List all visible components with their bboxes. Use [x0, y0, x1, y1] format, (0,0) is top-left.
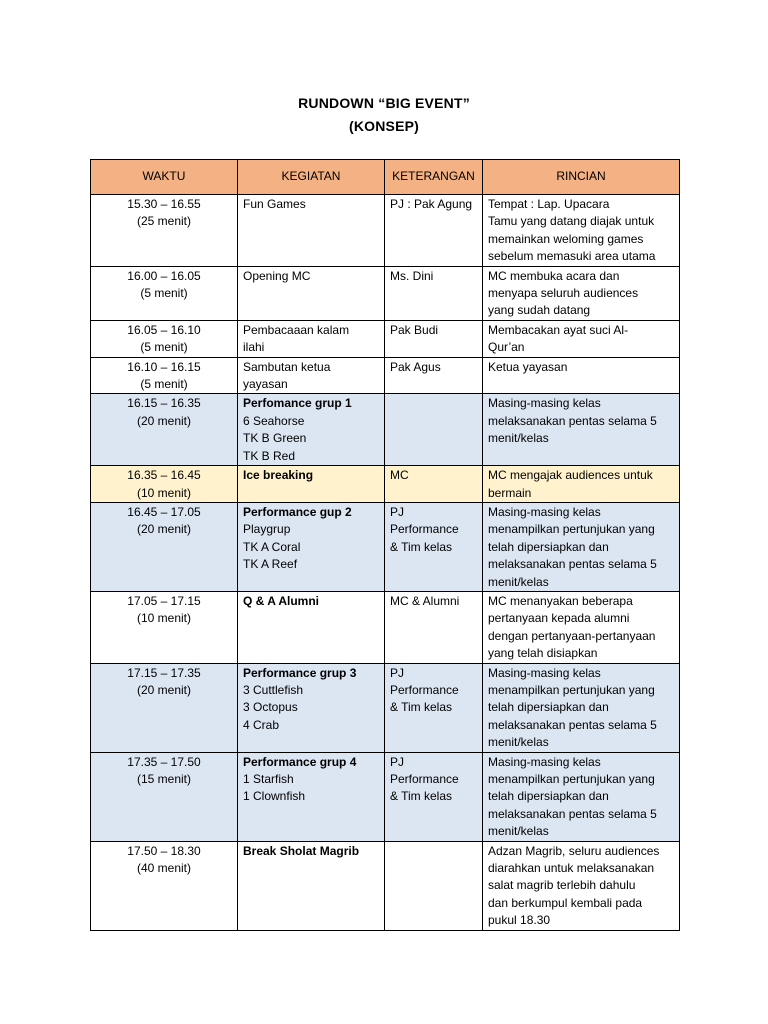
rincian-text: menit/kelas: [488, 824, 549, 839]
cell-waktu: [91, 195, 238, 267]
waktu-duration: (20 menit): [136, 413, 192, 428]
waktu-duration: (20 menit): [136, 522, 192, 537]
kegiatan-text: Break Sholat Magrib: [243, 843, 360, 858]
rincian-text: yang sudah datang: [488, 303, 591, 318]
waktu-duration: (40 menit): [136, 861, 192, 876]
cell-rincian: [483, 752, 680, 841]
title-line-2: (KONSEP): [348, 118, 420, 134]
cell-kegiatan: [238, 266, 385, 320]
cell-waktu: [91, 663, 238, 752]
table-row: [91, 752, 680, 841]
kegiatan-text: 1 Starfish: [243, 772, 294, 786]
waktu-duration: (15 menit): [136, 772, 192, 786]
cell-keterangan: [385, 466, 483, 503]
waktu-range: 16.15 – 16.35: [127, 396, 201, 411]
cell-kegiatan: [238, 195, 385, 267]
keterangan-text: Performance: [390, 522, 459, 537]
cell-keterangan: [385, 502, 483, 591]
waktu-duration: (5 menit): [140, 377, 188, 392]
kegiatan-text: 3 Octopus: [243, 700, 298, 715]
kegiatan-text: Fun Games: [243, 197, 306, 211]
waktu-range: 16.45 – 17.05: [127, 504, 201, 519]
cell-rincian: [483, 502, 680, 591]
cell-waktu: [91, 466, 238, 503]
cell-waktu: [91, 841, 238, 930]
keterangan-text: Performance: [390, 682, 459, 697]
cell-kegiatan: [238, 591, 385, 663]
table-row: [91, 320, 680, 357]
rincian-text: menyapa seluruh audiences: [488, 286, 639, 301]
kegiatan-text: TK A Reef: [243, 557, 298, 572]
cell-kegiatan: [238, 502, 385, 591]
cell-kegiatan: [238, 663, 385, 752]
rincian-text: Masing-masing kelas: [488, 754, 601, 769]
cell-waktu: [91, 394, 238, 466]
kegiatan-text: 4 Crab: [243, 717, 280, 732]
keterangan-text: PJ : Pak Agung: [390, 197, 473, 211]
kegiatan-text: TK A Coral: [243, 539, 301, 554]
cell-waktu: [91, 502, 238, 591]
cell-keterangan: [385, 357, 483, 394]
rincian-text: MC menanyakan beberapa: [488, 593, 633, 608]
cell-waktu: [91, 320, 238, 357]
waktu-duration: (10 menit): [136, 611, 192, 626]
waktu-duration: (25 menit): [136, 214, 192, 229]
waktu-duration: (5 menit): [140, 340, 188, 355]
rincian-text: Qur’an: [488, 340, 525, 355]
waktu-range: 17.05 – 17.15: [127, 593, 201, 608]
keterangan-text: Ms. Dini: [390, 268, 434, 283]
rincian-text: dan berkumpul kembali pada: [488, 895, 643, 910]
rincian-text: melaksanakan pentas selama 5: [488, 717, 657, 732]
table-header-row: [91, 160, 680, 195]
waktu-range: 16.35 – 16.45: [127, 468, 201, 483]
keterangan-text: PJ: [390, 504, 405, 519]
cell-rincian: [483, 357, 680, 394]
kegiatan-text: Pembacaaan kalam: [243, 322, 350, 337]
rincian-text: telah dipersiapkan dan: [488, 539, 609, 554]
cell-keterangan: [385, 266, 483, 320]
waktu-range: 16.00 – 16.05: [127, 268, 201, 283]
table-row: [91, 841, 680, 930]
table-row: [91, 195, 680, 267]
rincian-text: menampilkan pertunjukan yang: [488, 772, 655, 786]
cell-rincian: [483, 841, 680, 930]
kegiatan-text: TK B Red: [243, 448, 296, 463]
waktu-range: 15.30 – 16.55: [127, 197, 201, 211]
rincian-text: yang telah disiapkan: [488, 646, 598, 661]
rincian-text: melaksanakan pentas selama 5: [488, 413, 657, 428]
waktu-range: 17.35 – 17.50: [127, 754, 201, 769]
keterangan-text: & Tim kelas: [390, 539, 453, 554]
table-row: [91, 357, 680, 394]
kegiatan-text: Q & A Alumni: [243, 593, 319, 608]
kegiatan-text: Ice breaking: [243, 468, 314, 483]
keterangan-text: Pak Budi: [390, 322, 439, 337]
kegiatan-text: 6 Seahorse: [243, 413, 305, 428]
table-row: [91, 394, 680, 466]
kegiatan-text: TK B Green: [243, 431, 307, 446]
waktu-range: 17.15 – 17.35: [127, 665, 201, 680]
table-row: [91, 663, 680, 752]
kegiatan-text: yayasan: [243, 377, 288, 392]
waktu-range: 16.05 – 16.10: [127, 322, 201, 337]
rincian-text: Membacakan ayat suci Al-: [488, 322, 629, 337]
cell-rincian: [483, 266, 680, 320]
waktu-range: 16.10 – 16.15: [127, 359, 201, 374]
header-keterangan: KETERANGAN: [385, 160, 483, 195]
rincian-text: telah dipersiapkan dan: [488, 789, 609, 804]
cell-keterangan: [385, 394, 483, 466]
header-kegiatan: KEGIATAN: [238, 160, 385, 195]
cell-waktu: [91, 357, 238, 394]
rincian-text: Tamu yang datang diajak untuk: [488, 214, 655, 229]
cell-keterangan: [385, 663, 483, 752]
cell-kegiatan: [238, 752, 385, 841]
cell-keterangan: [385, 195, 483, 267]
cell-keterangan: [385, 841, 483, 930]
kegiatan-text: Performance grup 3: [243, 665, 357, 680]
header-rincian: RINCIAN: [483, 160, 680, 195]
rundown-table: [90, 159, 680, 931]
cell-kegiatan: [238, 841, 385, 930]
rincian-text: pukul 18.30: [488, 913, 551, 928]
kegiatan-text: 3 Cuttlefish: [243, 682, 304, 697]
cell-rincian: [483, 663, 680, 752]
kegiatan-text: Performance grup 4: [243, 754, 357, 769]
cell-rincian: [483, 394, 680, 466]
rincian-text: menampilkan pertunjukan yang: [488, 682, 655, 697]
rincian-text: melaksanakan pentas selama 5: [488, 557, 657, 572]
cell-waktu: [91, 752, 238, 841]
rincian-text: dengan pertanyaan-pertanyaan: [488, 628, 656, 643]
rincian-text: MC mengajak audiences untuk: [488, 468, 653, 483]
waktu-duration: (10 menit): [136, 485, 192, 500]
rincian-text: memainkan weloming games: [488, 231, 644, 246]
keterangan-text: Performance: [390, 772, 459, 786]
cell-keterangan: [385, 752, 483, 841]
rincian-text: diarahkan untuk melaksanakan: [488, 861, 655, 876]
kegiatan-text: Sambutan ketua: [243, 359, 331, 374]
keterangan-text: & Tim kelas: [390, 789, 453, 804]
rincian-text: Masing-masing kelas: [488, 665, 601, 680]
cell-keterangan: [385, 591, 483, 663]
keterangan-text: MC & Alumni: [390, 593, 460, 608]
rincian-text: menit/kelas: [488, 574, 549, 589]
rincian-text: melaksanakan pentas selama 5: [488, 806, 657, 821]
kegiatan-text: Perfomance grup 1: [243, 396, 352, 411]
table-row: [91, 591, 680, 663]
header-waktu: WAKTU: [91, 160, 238, 195]
rincian-text: telah dipersiapkan dan: [488, 700, 609, 715]
cell-rincian: [483, 320, 680, 357]
rincian-text: Tempat : Lap. Upacara: [488, 197, 610, 211]
rincian-text: Masing-masing kelas: [488, 396, 601, 411]
cell-keterangan: [385, 320, 483, 357]
cell-kegiatan: [238, 394, 385, 466]
keterangan-text: MC: [390, 468, 409, 483]
rincian-text: salat magrib terlebih dahulu: [488, 878, 636, 893]
cell-kegiatan: [238, 320, 385, 357]
keterangan-text: & Tim kelas: [390, 700, 453, 715]
rincian-text: menampilkan pertunjukan yang: [488, 522, 655, 537]
table-row: [91, 266, 680, 320]
keterangan-text: PJ: [390, 754, 405, 769]
rincian-text: bermain: [488, 485, 532, 500]
table-row: [91, 502, 680, 591]
cell-rincian: [483, 195, 680, 267]
cell-kegiatan: [238, 357, 385, 394]
kegiatan-text: Playgrup: [243, 522, 291, 537]
rincian-text: menit/kelas: [488, 735, 549, 750]
rincian-text: Adzan Magrib, seluru audiences: [488, 843, 660, 858]
rincian-text: pertanyaan kepada alumni: [488, 611, 630, 626]
rincian-text: Ketua yayasan: [488, 359, 568, 374]
rincian-text: MC membuka acara dan: [488, 268, 620, 283]
rincian-text: Masing-masing kelas: [488, 504, 601, 519]
kegiatan-text: Performance gup 2: [243, 504, 352, 519]
document-title: [0, 92, 768, 138]
keterangan-text: Pak Agus: [390, 359, 441, 374]
kegiatan-text: Opening MC: [243, 268, 311, 283]
waktu-duration: (5 menit): [140, 286, 188, 301]
table-row: [91, 466, 680, 503]
rincian-text: sebelum memasuki area utama: [488, 249, 656, 264]
keterangan-text: PJ: [390, 665, 405, 680]
kegiatan-text: 1 Clownfish: [243, 789, 306, 804]
cell-waktu: [91, 266, 238, 320]
cell-rincian: [483, 466, 680, 503]
title-line-1: RUNDOWN “BIG EVENT”: [298, 95, 470, 111]
rincian-text: menit/kelas: [488, 431, 549, 446]
waktu-duration: (20 menit): [136, 682, 192, 697]
cell-kegiatan: [238, 466, 385, 503]
cell-rincian: [483, 591, 680, 663]
waktu-range: 17.50 – 18.30: [127, 843, 201, 858]
kegiatan-text: ilahi: [243, 340, 265, 355]
cell-waktu: [91, 591, 238, 663]
